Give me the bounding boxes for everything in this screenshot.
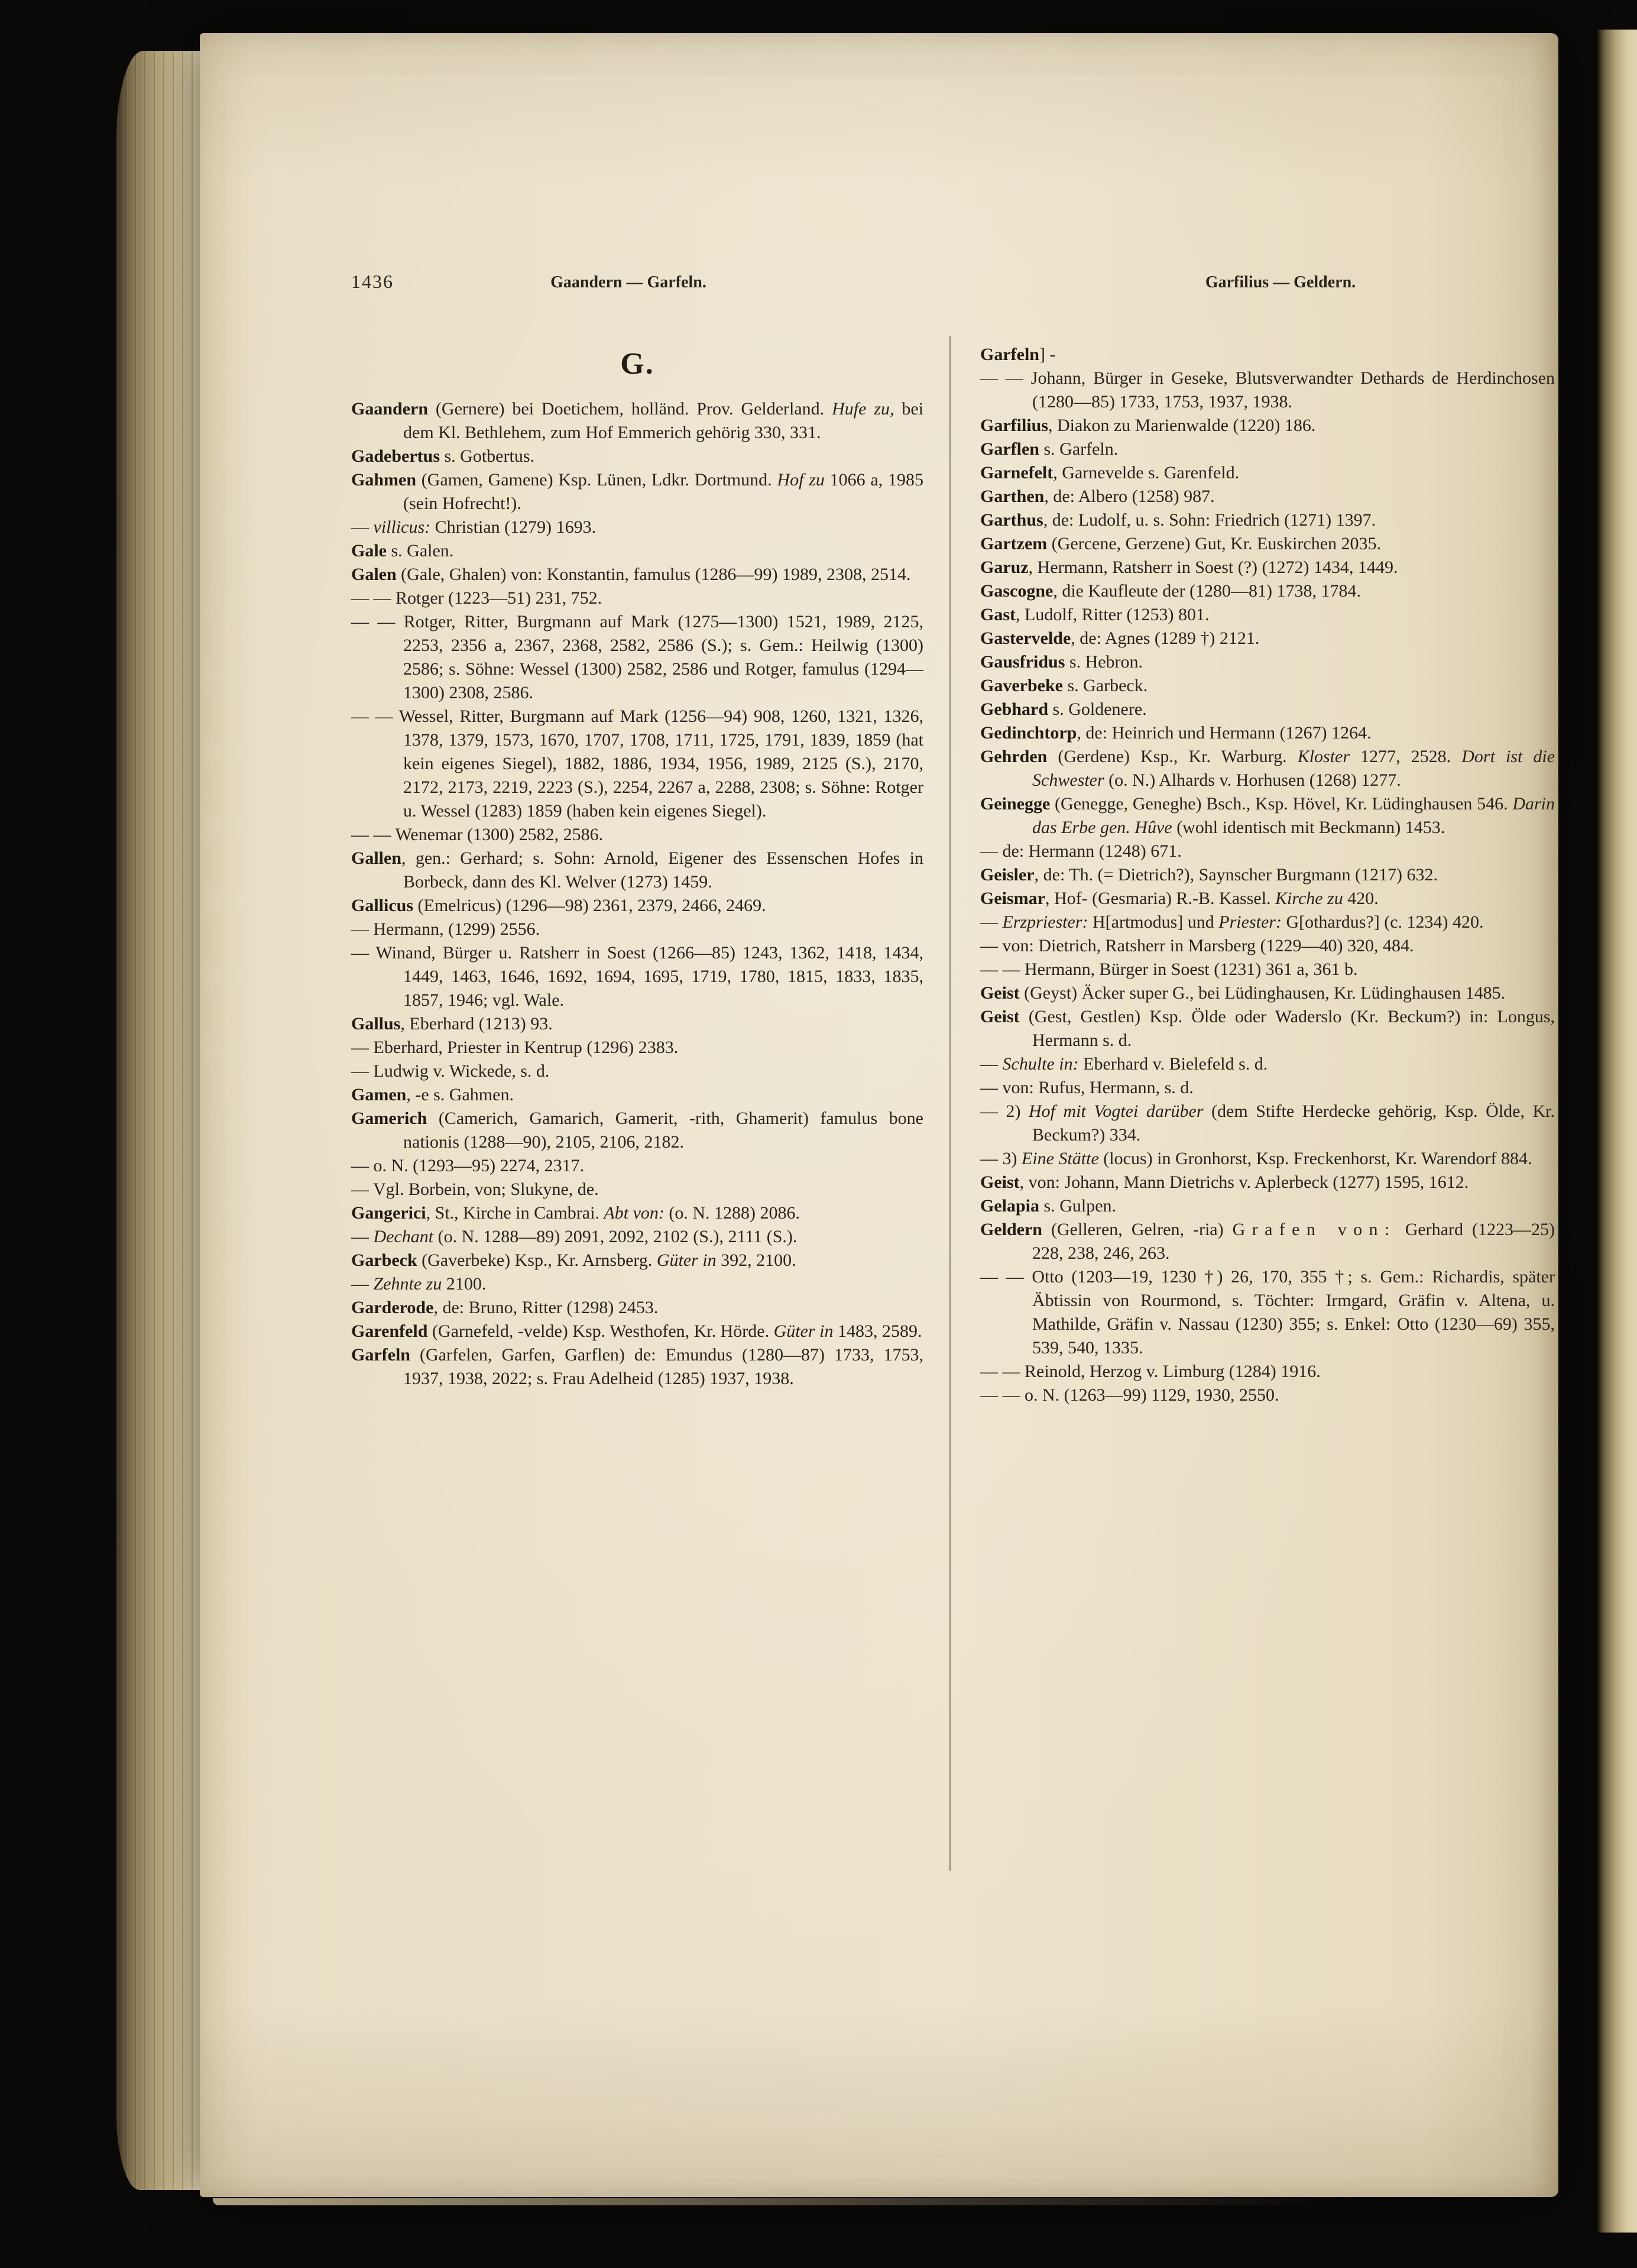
index-entry: — Schulte in: Eberhard v. Bielefeld s. d. xyxy=(980,1054,1268,1074)
index-entry: Geismar, Hof- (Gesmaria) R.-B. Kassel. Kirche zu 420. xyxy=(980,889,1379,908)
index-entry: Garderode, de: Bruno, Ritter (1298) 2453. xyxy=(351,1298,659,1317)
index-entry: Gamerich (Camerich, Gamarich, Gamerit, -rith, Ghamerit) famulus bone nationis (1288—90), 2105, 2106, 2182. xyxy=(351,1109,923,1152)
index-entry: Gaverbeke s. Garbeck. xyxy=(980,676,1148,695)
page-stack-edges xyxy=(116,51,201,2190)
index-entry: Geisler, de: Th. (= Dietrich?), Saynscher Burgmann (1217) 632. xyxy=(980,865,1438,884)
index-entry: Geldern (Gelleren, Gelren, -ria) Grafen von: Gerhard (1223—25) 228, 238, 246, 263. xyxy=(980,1220,1555,1263)
index-entry: Gallicus (Emelricus) (1296—98) 2361, 2379, 2466, 2469. xyxy=(351,896,766,915)
index-entry: — Hermann, (1299) 2556. xyxy=(351,919,540,939)
index-entry: — Dechant (o. N. 1288—89) 2091, 2092, 2102 (S.), 2111 (S.). xyxy=(351,1227,798,1246)
index-entry: — 2) Hof mit Vogtei darüber (dem Stifte Herdecke gehörig, Ksp. Ölde, Kr. Beckum?) 334. xyxy=(980,1101,1555,1145)
index-entry: Gallus, Eberhard (1213) 93. xyxy=(351,1014,553,1033)
index-entry: Gebhard s. Goldenere. xyxy=(980,699,1147,719)
index-entry: Gale s. Galen. xyxy=(351,541,454,560)
index-entry: Gahmen (Gamen, Gamene) Ksp. Lünen, Ldkr. Dortmund. Hof zu 1066 a, 1985 (sein Hofrecht!). xyxy=(351,470,923,513)
index-entry: Gascogne, die Kaufleute der (1280—81) 1738, 1784. xyxy=(980,581,1362,601)
index-entry: Gelapia s. Gulpen. xyxy=(980,1196,1117,1216)
index-entry: — — Reinold, Herzog v. Limburg (1284) 1916. xyxy=(980,1362,1321,1381)
index-entry: Gamen, -e s. Gahmen. xyxy=(351,1085,514,1104)
index-entry: — — Wenemar (1300) 2582, 2586. xyxy=(351,825,604,844)
book-page xyxy=(200,33,1558,2197)
index-entry: — o. N. (1293—95) 2274, 2317. xyxy=(351,1156,585,1175)
index-entry: Garfeln (Garfelen, Garfen, Garflen) de: Emundus (1280—87) 1733, 1753, 1937, 1938, 2022; s. Frau Adelheid (1285) 1937, 1938. xyxy=(351,1345,923,1388)
index-entry: Garthen, de: Albero (1258) 987. xyxy=(980,487,1215,506)
running-head-left: Gaandern — Garfeln. xyxy=(550,273,706,291)
index-entry: — — Otto (1203—19, 1230 †) 26, 170, 355 †; s. Gem.: Richardis, später Äbtissin von Rourmond, s. Töchter: Irmgard, Gräfin v. Altena, u. Mathilde, Gräfin v. Nassau (1230) 355; s. Enkel: Otto (1230—69) 355, 539, 540, 1335. xyxy=(980,1267,1555,1357)
index-entry: Garfilius, Diakon zu Marienwalde (1220) 186. xyxy=(980,416,1316,435)
next-page-edge xyxy=(1597,30,1637,2233)
page-number: 1436 xyxy=(351,271,394,292)
index-entry: Gastervelde, de: Agnes (1289 †) 2121. xyxy=(980,628,1260,648)
index-entry: — Zehnte zu 2100. xyxy=(351,1274,487,1294)
index-entry: Gangerici, St., Kirche in Cambrai. Abt von: (o. N. 1288) 2086. xyxy=(351,1203,800,1223)
index-entry: Galen (Gale, Ghalen) von: Konstantin, famulus (1286—99) 1989, 2308, 2514. xyxy=(351,565,911,584)
column-divider xyxy=(949,336,951,1871)
index-entry: Gaandern (Gernere) bei Doetichem, holländ. Prov. Gelderland. Hufe zu, bei dem Kl. Bethlehem, zum Hof Emmerich gehörig 330, 331. xyxy=(351,399,924,442)
index-entry: — — Wessel, Ritter, Burgmann auf Mark (1256—94) 908, 1260, 1321, 1326, 1378, 1379, 1573, 1670, 1707, 1708, 1711, 1725, 1791, 1839, 1859 (hat kein eigenes Siegel), 1882, 1886, 1934, 1956, 1989, 2125 (S.), 2170, 2172, 2173, 2219, 2223 (S.), 2254, 2267 a, 2288, 2308; s. Söhne: Rotger u. Wessel (1283) 1859 (haben kein eigenes Siegel). xyxy=(351,707,923,821)
index-entry: Gehrden (Gerdene) Ksp., Kr. Warburg. Kloster 1277, 2528. Dort ist die Schwester (o. N.) Alhards v. Horhusen (1268) 1277. xyxy=(980,747,1555,790)
index-entry: Gast, Ludolf, Ritter (1253) 801. xyxy=(980,605,1210,624)
index-entry: — Erzpriester: H[artmodus] und Priester: G[othardus?] (c. 1234) 420. xyxy=(980,912,1484,932)
index-entry: — 3) Eine Stätte (locus) in Gronhorst, Ksp. Freckenhorst, Kr. Warendorf 884. xyxy=(980,1149,1532,1168)
index-entry: Gartzem (Gercene, Gerzene) Gut, Kr. Euskirchen 2035. xyxy=(980,534,1382,553)
index-entry: — villicus: Christian (1279) 1693. xyxy=(351,517,597,537)
left-column-entries xyxy=(351,397,923,1391)
index-entry: Garnefelt, Garnevelde s. Garenfeld. xyxy=(980,463,1240,482)
left-column xyxy=(351,343,923,1391)
index-entry: Garfeln] - xyxy=(980,345,1056,364)
index-entry: Garflen s. Garfeln. xyxy=(980,439,1119,459)
index-entry: — — Rotger (1223—51) 231, 752. xyxy=(351,588,602,608)
index-entry: — von: Dietrich, Ratsherr in Marsberg (1229—40) 320, 484. xyxy=(980,936,1414,955)
index-entry: Gedinchtorp, de: Heinrich und Hermann (1267) 1264. xyxy=(980,723,1372,743)
index-entry: — Vgl. Borbein, von; Slukyne, de. xyxy=(351,1180,599,1199)
index-entry: Gadebertus s. Gotbertus. xyxy=(351,446,534,466)
right-column xyxy=(980,343,1555,1407)
index-entry: Garuz, Hermann, Ratsherr in Soest (?) (1272) 1434, 1449. xyxy=(980,558,1398,577)
index-entry: — — Rotger, Ritter, Burgmann auf Mark (1275—1300) 1521, 1989, 2125, 2253, 2356 a, 2367, 2368, 2582, 2586 (S.); s. Gem.: Heilwig (1300) 2586; s. Söhne: Wessel (1300) 2582, 2586 und Rotger, famulus (1294—1300) 2308, 2586. xyxy=(351,612,923,702)
index-entry: — von: Rufus, Hermann, s. d. xyxy=(980,1078,1194,1097)
index-entry: Geinegge (Genegge, Geneghe) Bsch., Ksp. Hövel, Kr. Lüdinghausen 546. Darin das Erbe gen. Hûve (wohl identisch mit Beckmann) 1453. xyxy=(980,794,1555,837)
index-entry: — — Johann, Bürger in Geseke, Blutsverwandter Dethards de Herdinchosen (1280—85) 1733, 1753, 1937, 1938. xyxy=(980,368,1555,412)
index-entry: Gallen, gen.: Gerhard; s. Sohn: Arnold, Eigener des Essenschen Hofes in Borbeck, dann des Kl. Welver (1273) 1459. xyxy=(351,848,923,892)
index-entry: Gausfridus s. Hebron. xyxy=(980,652,1143,672)
index-entry: — — o. N. (1263—99) 1129, 1930, 2550. xyxy=(980,1385,1279,1405)
section-letter-heading: G. xyxy=(620,347,654,381)
index-entry: — Winand, Bürger u. Ratsherr in Soest (1266—85) 1243, 1362, 1418, 1434, 1449, 1463, 1646, 1692, 1694, 1695, 1719, 1780, 1815, 1833, 1835, 1857, 1946; vgl. Wale. xyxy=(351,943,923,1010)
index-entry: Garbeck (Gaverbeke) Ksp., Kr. Arnsberg. Güter in 392, 2100. xyxy=(351,1250,796,1270)
index-entry: Geist (Gest, Gestlen) Ksp. Ölde oder Waderslo (Kr. Beckum?) in: Longus, Hermann s. d. xyxy=(980,1007,1555,1050)
index-entry: Geist (Geyst) Äcker super G., bei Lüdinghausen, Kr. Lüdinghausen 1485. xyxy=(980,983,1506,1003)
index-entry: Garthus, de: Ludolf, u. s. Sohn: Friedrich (1271) 1397. xyxy=(980,510,1376,530)
index-entry: — Ludwig v. Wickede, s. d. xyxy=(351,1061,550,1081)
index-entry: — Eberhard, Priester in Kentrup (1296) 2383. xyxy=(351,1038,679,1057)
index-entry: Garenfeld (Garnefeld, -velde) Ksp. Westhofen, Kr. Hörde. Güter in 1483, 2589. xyxy=(351,1321,922,1341)
running-head-right: Garfilius — Geldern. xyxy=(1205,273,1356,291)
index-entry: — de: Hermann (1248) 671. xyxy=(980,841,1182,861)
right-column-entries xyxy=(980,343,1555,1407)
index-entry: Geist, von: Johann, Mann Dietrichs v. Aplerbeck (1277) 1595, 1612. xyxy=(980,1172,1469,1192)
index-entry: — — Hermann, Bürger in Soest (1231) 361 a, 361 b. xyxy=(980,960,1358,979)
page-bottom-edge xyxy=(213,2198,1531,2205)
